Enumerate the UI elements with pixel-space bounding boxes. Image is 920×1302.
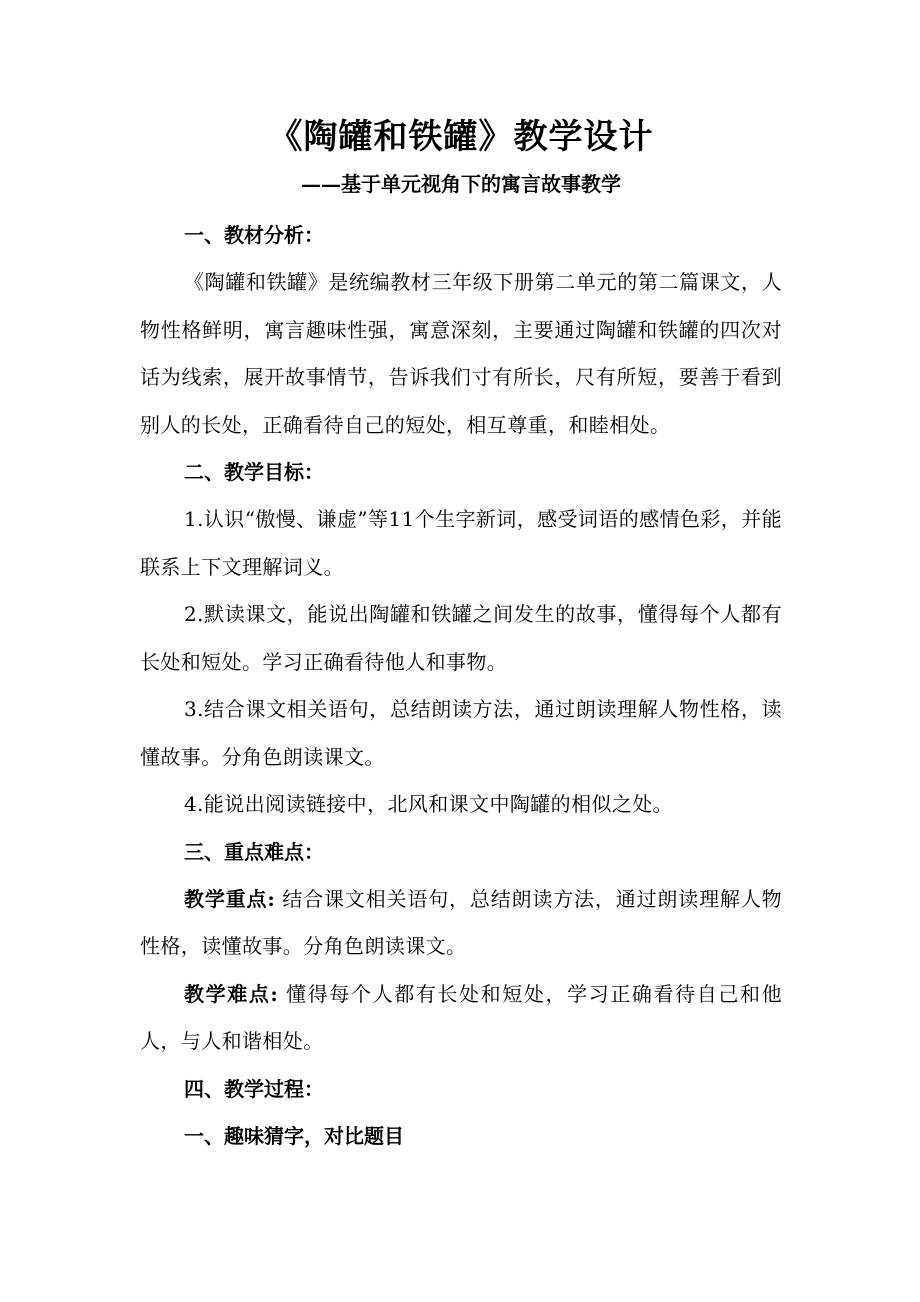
focus-paragraph	[140, 876, 782, 971]
document-title: 《陶罐和铁罐》教学设计	[268, 117, 654, 157]
goal-item-4: 4.能说出阅读链接中，北风和课文中陶罐的相似之处。	[184, 792, 674, 816]
goal-item-2: 2.默读课文，能说出陶罐和铁罐之间发生的故事，懂得每个人都有长处和短处。学习正确看待他人和事物。	[140, 602, 782, 674]
difficulty-paragraph	[140, 971, 782, 1066]
focus-label: 教学重点:	[184, 886, 276, 911]
difficulty-label: 教学难点:	[184, 981, 279, 1006]
section-heading-key-points: 三、重点难点：	[184, 839, 324, 864]
document-subtitle: ——基于单元视角下的寓言故事教学	[301, 172, 621, 196]
goal-item-1: 1.认识“傲慢、谦虚”等11个生字新词，感受词语的感情色彩，并能联系上下文理解词义。	[140, 507, 782, 579]
process-step-1: 一、趣味猜字，对比题目	[184, 1123, 404, 1148]
difficulty-text: 懂得每个人都有长处和短处，学习正确看待自己和他人，与人和谐相处。	[140, 981, 782, 1053]
analysis-paragraph: 《陶罐和铁罐》是统编教材三年级下册第二单元的第二篇课文，人物性格鲜明，寓言趣味性强，寓意深刻，主要通过陶罐和铁罐的四次对话为线索，展开故事情节，告诉我们寸有所长，尺有所短，要善于看到别人的长处，正确看待自己的短处，相互尊重，和睦相处。	[140, 270, 782, 437]
goal-item-3: 3.结合课文相关语句，总结朗读方法，通过朗读理解人物性格，读懂故事。分角色朗读课文。	[140, 697, 782, 769]
section-heading-goals: 二、教学目标：	[184, 460, 324, 484]
section-heading-process: 四、教学过程：	[184, 1076, 324, 1101]
section-heading-analysis: 一、教材分析：	[184, 223, 324, 247]
focus-text: 结合课文相关语句，总结朗读方法，通过朗读理解人物性格，读懂故事。分角色朗读课文。	[140, 886, 782, 958]
document-page	[140, 112, 782, 1160]
